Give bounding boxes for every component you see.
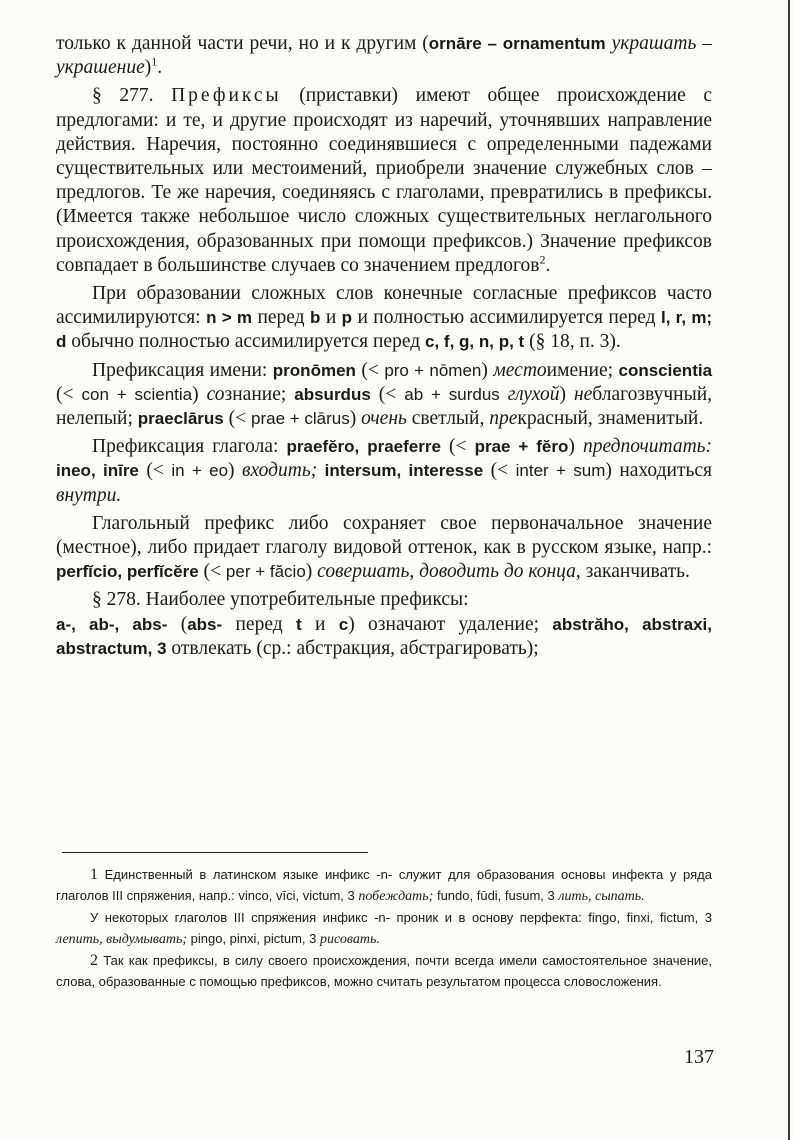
section-number-277: § 277. [92, 85, 154, 107]
footnotes [56, 864, 712, 992]
paragraph-noun-prefixation: Префиксация имени: pronōmen (< pro + nōmen) местоимение; conscientia (< con + scientia) сознание; absurdus (< ab + surdus глухой) неблагозвучный, нелепый; praeclārus (< prae + clārus) очень светлый, прекрасный, знаменитый. [56, 359, 713, 430]
footnote-ref-1[interactable]: 1 [151, 54, 158, 69]
footnote-1: 1 Единственный в латинском языке инфикс -n- служит для образования основы инфекта у ряда глаголов III спряжения, напр.: vinco, vīci, victum, 3 побеждать; fundo, fūdi, fusum, 3 лить, сыпать. [56, 866, 712, 904]
footnote-2: 2 Так как префиксы, в силу своего происхождения, почти всегда имели самостоятельное значение, слова, образованные с помощью префиксов, можно считать результатом процесса словосложения. [56, 952, 712, 989]
paragraph-verbal-prefix: Глагольный префикс либо сохраняет свое первоначальное значение (местное), либо придает глаголу видовой оттенок, как в русском языке, напр.: perfĭcio, perfĭcĕre (< per + făcio) совершать, доводить до конца, заканчивать. [56, 512, 712, 583]
page-body [56, 32, 712, 661]
paragraph-verb-prefixation: Префиксация глагола: praefĕro, praeferre (< prae + fĕro) предпочитать: ineo, inīre (< in + eo) входить; intersum, interesse (< inter + sum) находиться внутри. [56, 436, 713, 506]
footnote-divider [62, 852, 368, 853]
page-number: 137 [684, 1046, 714, 1068]
prefix-entry-ab: a-, ab-, abs- (abs- перед t и c) означают удаление; abstrăho, abstraxi, abstractum, 3 отвлекать (ср.: абстракция, абстрагировать); [56, 613, 712, 659]
page-edge-shadow [788, 0, 790, 1140]
paragraph-assimilation: При образовании сложных слов конечные согласные префиксов часто ассимилируются: n > m перед b и p и полностью ассимилируется перед l, r, m; d обычно полностью ассимилируется перед c, f, g, n, p, t (§ 18, п. 3). [56, 283, 713, 353]
paragraph-277: § 277. Префиксы (приставки) имеют общее происхождение с предлогами: и те, и другие происходят из наречий, уточнявших направление действия. Наречия, постоянно соединявшиеся с определенными падежами существительных или местоимений, приобрели значение служебных слов – предлогов. Те же наречия, соединяясь с глаголами, превратились в префиксы. (Имеется также небольшое число сложных существительных неглагольного происхождения, образованных при помощи префиксов.) Значение префиксов совпадает в большинстве случаев со значением предлогов$^2$. [56, 85, 713, 276]
footnote-1-continued: У некоторых глаголов III спряжения инфикс -n- проник и в основу перфекта: fingo, finxi, fictum, 3 лепить, выдумывать; pingo, pinxi, pictum, 3 рисовать. [56, 910, 712, 947]
footnote-ref-2[interactable]: 2 [539, 252, 546, 267]
paragraph-continuation: только к данной части речи, но и к другим (ornāre – ornamentum украшать – украшение)$^1$. [56, 33, 712, 79]
paragraph-278-heading: § 278. Наиболее употребительные префиксы: [92, 589, 469, 611]
